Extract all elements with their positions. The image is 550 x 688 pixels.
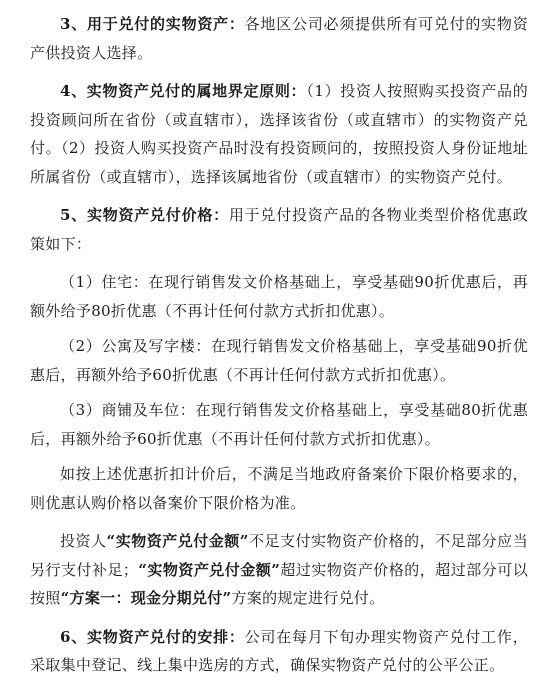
shop-parking-price-item: （3）商铺及车位：在现行销售发文价格基础上，享受基础80折优惠后，再额外给予60折优惠（不再计任何付款方式折扣优惠）。	[30, 401, 528, 448]
section-3-text: 各地区公司必须提供所有可兑付的实物资产供投资人选择。	[30, 15, 528, 62]
section-5-text: 用于兑付投资产品的各物业类型价格优惠政策如下：	[30, 206, 529, 253]
amount-text-1: 投资人	[60, 532, 107, 550]
filing-price-note: 如按上述优惠折扣计价后，不满足当地政府备案价下限价格要求的，则优惠认购价格以备案价下限价格为准。	[30, 465, 528, 512]
amount-text-3: 超过实物资产价格的，超过部分可以按照	[30, 560, 528, 607]
redemption-amount-paragraph	[30, 527, 528, 613]
amount-text-2: 不足支付实物资产价格的，不足部分应当另行支付补足；	[30, 532, 528, 579]
section-3-heading: 3、用于兑付的实物资产：	[60, 15, 245, 33]
section-4-paragraph	[30, 77, 528, 191]
section-6-heading: 6、实物资产兑付的安排：	[60, 627, 245, 646]
section-4-heading: 4、实物资产兑付的属地界定原则：	[60, 82, 307, 100]
apartment-office-price-item: （2）公寓及写字楼：在现行销售发文价格基础上，享受基础90折优惠后，再额外给予60折优惠（不再计任何付款方式折扣优惠）。	[30, 337, 528, 384]
residential-price-item: （1）住宅：在现行销售发文价格基础上，享受基础90折优惠后，再额外给予80折优惠（不再计任何付款方式折扣优惠）。	[30, 273, 528, 320]
section-3-paragraph	[30, 10, 528, 67]
section-6-text: 公司在每月下旬办理实物资产兑付工作，采取集中登记、线上集中选房的方式，确保实物资产兑付的公平公正。	[30, 627, 528, 674]
section-6-paragraph	[30, 623, 528, 680]
plan-one-term: “方案一：现金分期兑付”	[60, 589, 232, 607]
amount-term-1: “实物资产兑付金额”	[106, 532, 249, 550]
amount-term-2: “实物资产兑付金额”	[138, 560, 281, 579]
amount-text-4: 方案的规定进行兑付。	[231, 589, 385, 607]
section-5-heading: 5、实物资产兑付价格：	[60, 206, 229, 224]
section-4-text: （1）投资人按照购买投资产品的投资顾问所在省份（或直辖市），选择该省份（或直辖市）的实物资产兑付。（2）投资人购买投资产品时没有投资顾问的，按照投资人身份证地址所属省份（或直辖市），选择该属地省份（或直辖市）的实物资产兑付。	[30, 82, 528, 186]
section-5-paragraph	[30, 201, 528, 258]
